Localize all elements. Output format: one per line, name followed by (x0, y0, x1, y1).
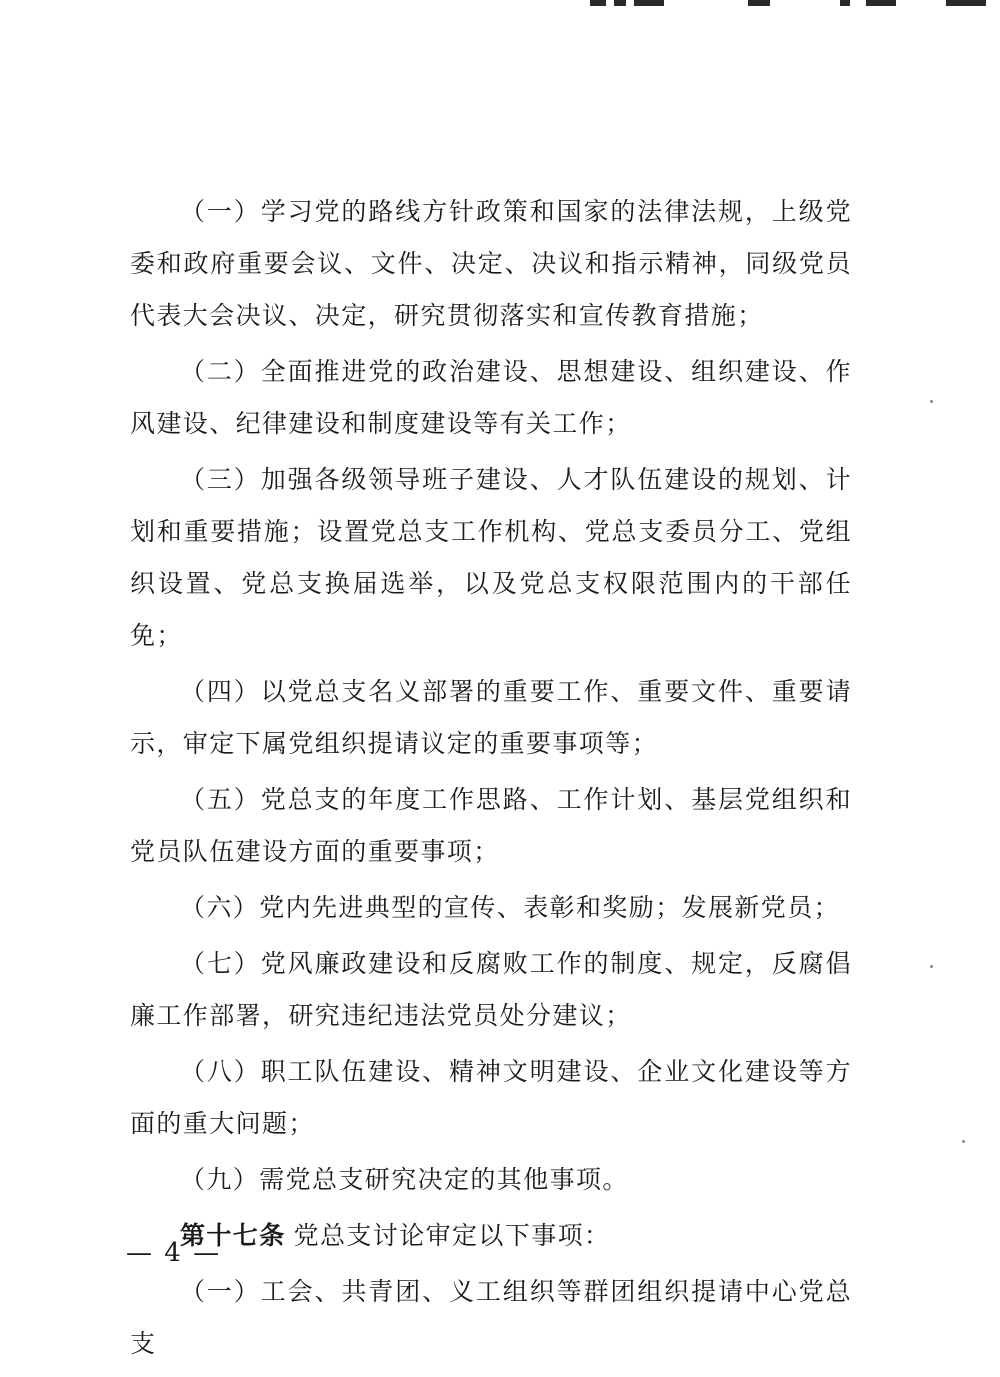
list-item-1: （一）学习党的路线方针政策和国家的法律法规，上级党委和政府重要会议、文件、决定、决议和指示精神，同级党员代表大会决议、决定，研究贯彻落实和宣传教育措施； (130, 197, 852, 330)
scan-speck (962, 1140, 965, 1143)
scan-edge-marks (590, 0, 1000, 8)
list-item-6: （六）党内先进典型的宣传、表彰和奖励；发展新党员； (180, 893, 841, 922)
list-item-9: （九）需党总支研究决定的其他事项。 (180, 1165, 629, 1194)
list-item-4: （四）以党总支名义部署的重要工作、重要文件、重要请示，审定下属党组织提请议定的重要事项等； (130, 677, 852, 758)
list-item-5: （五）党总支的年度工作思路、工作计划、基层党组织和党员队伍建设方面的重要事项； (130, 785, 852, 866)
scan-speck (930, 965, 933, 968)
list-item-7: （七）党风廉政建设和反腐败工作的制度、规定，反腐倡廉工作部署，研究违纪违法党员处分建议； (130, 949, 852, 1030)
next-list-item: （一）工会、共青团、义工组织等群团组织提请中心党总支 (130, 1277, 852, 1358)
article-number: 第十七条 (180, 1221, 286, 1250)
article-text: 党总支讨论审定以下事项： (293, 1221, 611, 1250)
scan-speck (930, 400, 933, 403)
article-paragraph (130, 1210, 852, 1262)
document-body (130, 186, 852, 1374)
list-item-3: （三）加强各级领导班子建设、人才队伍建设的规划、计划和重要措施；设置党总支工作机构、党总支委员分工、党组织设置、党总支换届选举，以及党总支权限范围内的干部任免； (130, 465, 852, 650)
page-number: — 4 — (126, 1238, 222, 1268)
list-item-2: （二）全面推进党的政治建设、思想建设、组织建设、作风建设、纪律建设和制度建设等有关工作； (130, 357, 852, 438)
list-item-8: （八）职工队伍建设、精神文明建设、企业文化建设等方面的重大问题； (130, 1057, 852, 1138)
